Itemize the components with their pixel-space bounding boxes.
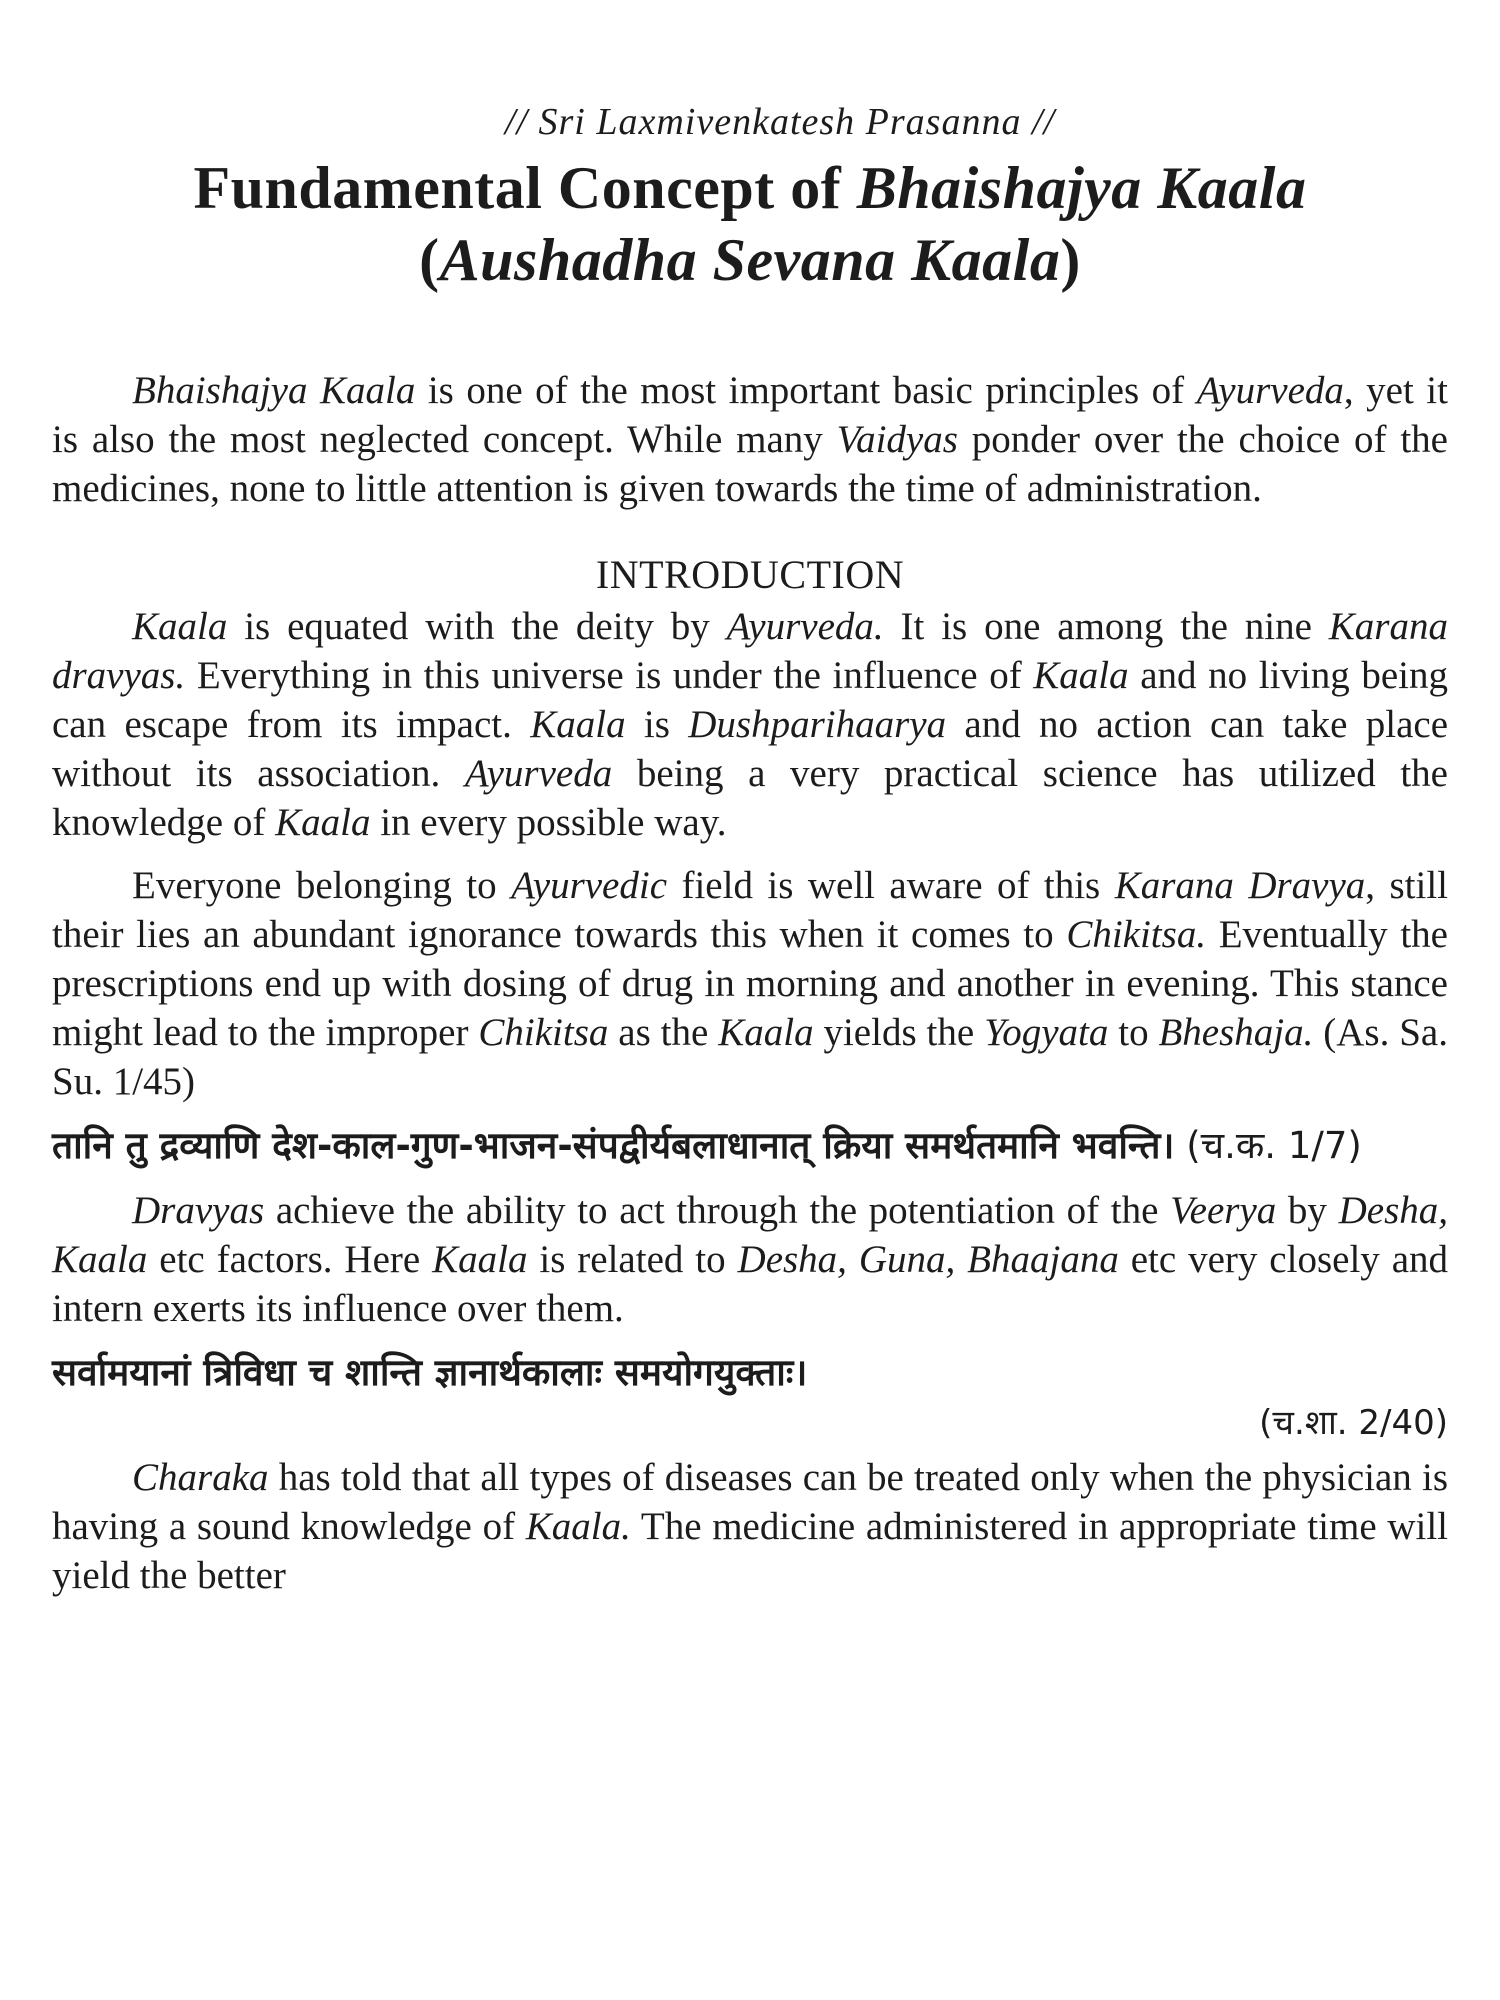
paragraph-dravyas [52,1186,1448,1333]
text-italic: Kaala [1033,654,1129,697]
text-italic: Kaala [530,703,626,746]
text-span: ponder over the choice of the medicines, none to little attention is given towards the time of administration. [52,418,1448,510]
text-italic: Ayurveda [464,752,613,795]
text-span: as the [608,1011,719,1054]
text-italic: Ayurvedic [511,864,668,907]
text-span: is one of the most important basic principles of [415,369,1197,412]
text-span: , still their lies an abundant ignorance towards this when it comes to [52,864,1449,956]
text-italic: Chikitsa [478,1011,609,1054]
text-span: is [625,703,689,746]
text-italic: Ayurveda. [726,605,884,648]
title-italic2: Aushadha Sevana Kaala [439,227,1061,293]
text-span: etc very closely and intern exerts its influence over them. [52,1238,1448,1330]
shloka-text: तानि तु द्रव्याणि देश-काल-गुण-भाजन-संपद्वीर्यबलाधानात् क्रिया समर्थतमानि भवन्ति। [52,1124,1175,1167]
text-italic: Charaka [132,1456,269,1499]
text-span: has told that all types of diseases can be treated only when the physician is having a sound knowledge of [52,1456,1448,1548]
text-span: achieve the ability to act through the potentiation of the [264,1189,1171,1232]
text-span: yields the [813,1011,985,1054]
text-span: The medicine administered in appropriate time will yield the better [52,1505,1448,1597]
text-italic: Desha, Kaala [52,1189,1449,1281]
text-italic: Bhaishajya Kaala [132,369,416,412]
title-italic1: Bhaishajya Kaala [856,155,1307,221]
text-span: is related to [527,1238,738,1281]
text-italic: Kaala [132,605,228,648]
text-span: , yet it is also the most neglected concept. While many [52,369,1448,461]
title-part3: ) [1060,227,1081,293]
text-italic: Yogyata [984,1011,1109,1054]
text-italic: Kaala [275,801,371,844]
text-span: is equated with the deity by [227,605,727,648]
document-page [52,100,1448,1614]
text-span: etc factors. Here [147,1238,433,1281]
text-span: Everything in this universe is under the influence of [185,654,1034,697]
text-span: Everyone belonging to [132,864,512,907]
shloka-2-reference: (च.शा. 2/40) [1259,1403,1448,1443]
text-italic: Bheshaja. [1158,1011,1314,1054]
text-span: by [1276,1189,1339,1232]
text-italic: Kaala [432,1238,528,1281]
text-italic: Karana dravyas. [52,605,1448,697]
title-part1: Fundamental Concept of [193,155,857,221]
shloka-text: सर्वामयानां त्रिविधा च शान्ति ज्ञानार्थकालाः समयोगयुक्ताः। [52,1351,808,1394]
paragraph-intro [52,366,1448,513]
text-italic: Chikitsa. [1066,913,1207,956]
invocation-line: // Sri Laxmivenkatesh Prasanna // [504,101,1056,143]
text-italic: Dravyas [132,1189,265,1232]
text-italic: Veerya [1170,1189,1277,1232]
text-span: Eventually the prescriptions end up with dosing of drug in morning and another in evening. This stance might lead to the improper [52,913,1448,1054]
text-span: being a very practical science has utilized the knowledge of [52,752,1448,844]
title-part2: ( [419,227,440,293]
sanskrit-shloka-2 [52,1347,1448,1399]
page-title [52,152,1448,296]
text-span: to [1108,1011,1159,1054]
text-italic: Desha, Guna, Bhaajana [737,1238,1119,1281]
paragraph-ayurvedic-field [52,861,1448,1106]
text-span: (As. Sa. Su. 1/45) [52,1011,1448,1103]
text-italic: Karana Dravya [1114,864,1366,907]
text-italic: Kaala. [525,1505,631,1548]
paragraph-charaka [52,1453,1448,1600]
text-span: It is one among the nine [883,605,1329,648]
section-heading: INTRODUCTION [595,552,905,597]
paragraph-kaala [52,602,1448,847]
shloka-reference: (च.क. 1/7) [1174,1124,1362,1167]
text-span: and no living being can escape from its impact. [52,654,1448,746]
sanskrit-shloka-1 [52,1120,1448,1172]
text-span: and no action can take place without its association. [52,703,1448,795]
text-italic: Dushparihaarya [688,703,947,746]
text-italic: Kaala [718,1011,814,1054]
text-italic: Vaidyas [836,418,958,461]
text-span: in every possible way. [370,801,727,844]
text-span: field is well aware of this [667,864,1115,907]
text-italic: Ayurveda [1196,369,1344,412]
